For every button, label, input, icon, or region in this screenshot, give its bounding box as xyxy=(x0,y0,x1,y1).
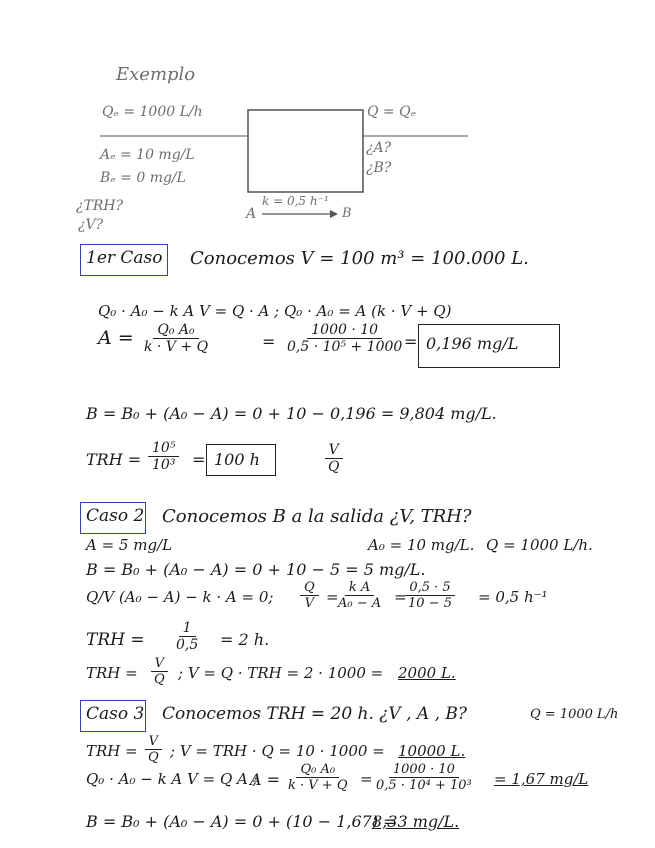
case3-a-lhs: A = xyxy=(250,770,281,789)
case3-v-line: ; V = TRH · Q = 10 · 1000 = xyxy=(170,742,385,760)
case1-trh-den: 10³ xyxy=(152,457,176,473)
case3-b-result: 8,33 mg/L. xyxy=(372,812,460,831)
case3-frac1-den: k · V + Q xyxy=(288,778,348,793)
case2-v-den: Q xyxy=(154,672,165,687)
case2-frac-result: = 0,5 h⁻¹ xyxy=(478,588,548,606)
case2-frac1 xyxy=(334,580,385,611)
case2-q-val: Q = 1000 L/h. xyxy=(486,536,593,554)
case3-q-val: Q = 1000 L/h xyxy=(530,707,619,722)
case3-b-line: B = B₀ + (A₀ − A) = 0 + (10 − 1,67) = xyxy=(86,812,397,831)
case1-balance: Q₀ · A₀ − k A V = Q · A ; Q₀ · A₀ = A (k · V + Q) xyxy=(98,302,452,320)
reaction-reactant: A xyxy=(246,206,257,222)
reaction-arrowhead xyxy=(330,210,338,218)
case1-vq-frac xyxy=(324,442,343,475)
case2-statement: Conocemos B a la salida ¿V, TRH? xyxy=(162,506,472,527)
case1-a-frac2-num: 1000 · 10 xyxy=(307,322,382,339)
case3-label: Caso 3 xyxy=(86,704,145,724)
example-title: Exemplo xyxy=(116,64,196,85)
reactor-box xyxy=(248,110,363,192)
case1-label: 1er Caso xyxy=(86,248,163,268)
question-b: ¿B? xyxy=(366,160,392,176)
case2-b-line: B = B₀ + (A₀ − A) = 0 + 10 − 5 = 5 mg/L. xyxy=(86,560,426,579)
case2-a-val: A = 5 mg/L xyxy=(86,536,173,554)
case1-a-eq1: = xyxy=(262,332,276,351)
case2-v-result: 2000 L. xyxy=(398,664,456,682)
case2-v-num: V xyxy=(151,656,168,672)
question-trh: ¿TRH? xyxy=(76,198,124,214)
case3-trh-num: V xyxy=(145,734,162,750)
question-a: ¿A? xyxy=(366,140,392,156)
case2-trh-lhs: TRH = xyxy=(86,630,145,650)
case1-a-eq2: = xyxy=(404,332,418,351)
case2-trh-den: 0,5 xyxy=(176,637,199,653)
case2-frac-eq1: = xyxy=(326,588,339,606)
case2-frac2-den: 10 − 5 xyxy=(408,596,452,611)
case3-frac-eq: = xyxy=(360,770,373,788)
case3-trh-frac xyxy=(144,734,163,765)
case2-trh-frac xyxy=(172,620,202,653)
case2-trh-result: = 2 h. xyxy=(220,630,270,649)
case2-v-lhs: TRH = xyxy=(86,664,138,682)
case3-frac2-den: 0,5 · 10⁴ + 10³ xyxy=(376,778,472,793)
case2-trh-num: 1 xyxy=(179,620,196,637)
case2-qv-num: Q xyxy=(300,580,319,596)
case1-trh-eq: = xyxy=(192,450,206,469)
case2-v-rest: ; V = Q · TRH = 2 · 1000 = xyxy=(178,664,384,682)
case3-trh-lhs: TRH = xyxy=(86,742,138,760)
case2-frac1-den: A₀ − A xyxy=(338,596,382,611)
case1-a-frac2 xyxy=(283,322,406,355)
case2-balance: Q/V (A₀ − A) − k · A = 0; xyxy=(86,588,274,606)
case1-a-frac1-num: Q₀ A₀ xyxy=(153,322,198,339)
case1-b-line: B = B₀ + (A₀ − A) = 0 + 10 − 0,196 = 9,804 mg/L. xyxy=(86,404,497,423)
case1-trh-frac xyxy=(148,440,179,473)
case2-a0-val: A₀ = 10 mg/L. xyxy=(368,536,475,554)
reaction-product: B xyxy=(342,206,352,221)
case1-a-result: 0,196 mg/L xyxy=(426,334,519,353)
outflow-q: Q = Qₑ xyxy=(367,104,417,120)
inflow-q: Qₑ = 1000 L/h xyxy=(102,104,203,120)
question-v: ¿V? xyxy=(78,217,104,233)
case1-a-frac1 xyxy=(140,322,212,355)
case2-frac1-num: k A xyxy=(345,580,374,596)
case2-frac-eq2: = xyxy=(394,588,407,606)
case1-a-frac1-den: k · V + Q xyxy=(144,339,209,355)
inflow-a: Aₑ = 10 mg/L xyxy=(100,147,195,163)
case1-a-lhs: A = xyxy=(98,327,134,349)
case3-frac2 xyxy=(372,762,476,793)
inflow-b: Bₑ = 0 mg/L xyxy=(100,170,186,186)
case2-v-frac xyxy=(150,656,169,687)
case2-qv-frac xyxy=(300,580,319,611)
case1-trh-result: 100 h xyxy=(214,450,260,469)
case2-label: Caso 2 xyxy=(86,506,145,526)
case3-balance: Q₀ · A₀ − k A V = Q A ; xyxy=(86,770,258,788)
case1-trh-lhs: TRH = xyxy=(86,450,142,469)
case2-frac2 xyxy=(404,580,456,611)
case1-statement: Conocemos V = 100 m³ = 100.000 L. xyxy=(190,248,529,269)
case3-frac1-num: Q₀ A₀ xyxy=(296,762,339,778)
case3-a-result: = 1,67 mg/L xyxy=(494,770,589,788)
case2-qv-den: V xyxy=(304,596,315,611)
case1-a-frac2-den: 0,5 · 10⁵ + 1000 xyxy=(287,339,403,355)
case2-frac2-num: 0,5 · 5 xyxy=(405,580,454,596)
case1-vq-num: V xyxy=(325,442,343,459)
case3-statement: Conocemos TRH = 20 h. ¿V , A , B? xyxy=(162,704,467,724)
case3-v-result: 10000 L. xyxy=(398,742,466,760)
case1-vq-den: Q xyxy=(328,459,340,475)
reaction-rate: k = 0,5 h⁻¹ xyxy=(262,194,329,208)
case3-trh-den: Q xyxy=(148,750,159,765)
case3-frac2-num: 1000 · 10 xyxy=(389,762,459,778)
case3-frac1 xyxy=(284,762,351,793)
case1-trh-num: 10⁵ xyxy=(148,440,179,457)
